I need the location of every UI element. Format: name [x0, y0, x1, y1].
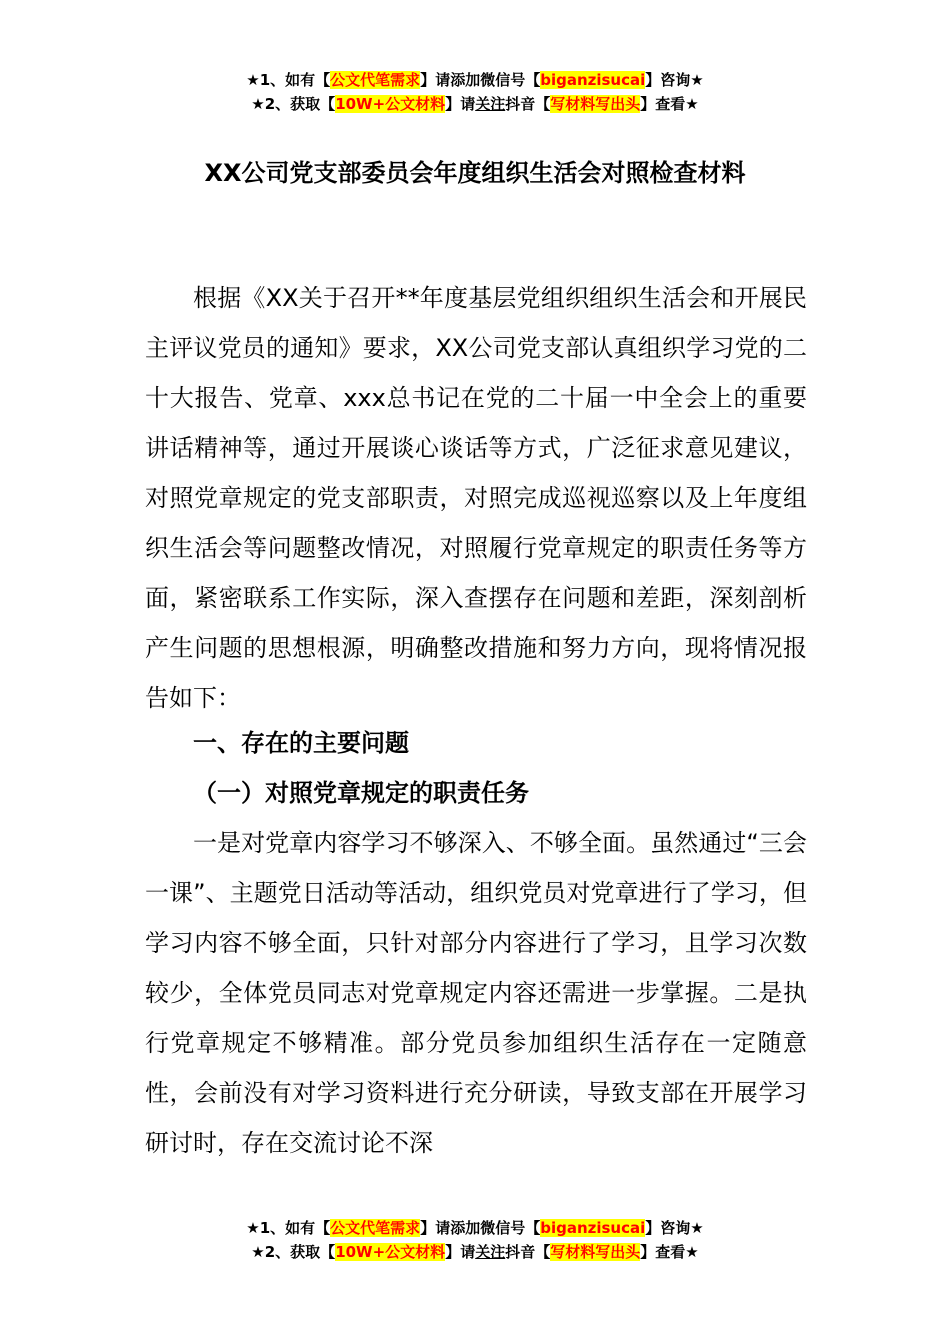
underlined-follow: 关注: [475, 95, 506, 113]
subsection-text: 一是对党章内容学习不够深入、不够全面。虽然通过“三会一课”、主题党日活动等活动，组织党员对党章进行了学习，但学习内容不够全面，只针对部分内容进行了学习，且学习次数较少，全体党员同志对党章规定内容还需进一步掌握。二是执行党章规定不够精准。部分党员参加组织生活存在一定随意性，会前没有对学习资料进行充分研读，导致支部在开展学习研讨时，存在交流讨论不深: [145, 829, 807, 1157]
document-title: XX公司党支部委员会年度组织生活会对照检查材料: [204, 159, 746, 187]
footer-highlight-wechat-id: biganzisucai: [540, 1219, 646, 1237]
intro-text: 根据《XX关于召开**年度基层党组织组织生活会和开展民主评议党员的通知》要求，XX公司党支部认真组织学习党的二十大报告、党章、xxx总书记在党的二十届一中全会上的重要讲话精神等，通过开展谈心谈话等方式，广泛征求意见建议，对照党章规定的党支部职责，对照完成巡视巡察以及上年度组织生活会等问题整改情况，对照履行党章规定的职责任务等方面，紧密联系工作实际，深入查摆存在问题和差距，深刻剖析产生问题的思想根源，明确整改措施和努力方向，现将情况报告如下：: [145, 284, 807, 712]
footer-highlight-douyin-account: 写材料写出头: [550, 1243, 641, 1261]
highlight-materials: 10W+公文材料: [335, 95, 446, 113]
footer-underlined-follow: 关注: [475, 1243, 506, 1261]
footer-highlight-materials: 10W+公文材料: [335, 1243, 446, 1261]
banner-line-1: ★1、如有【公文代笔需求】请添加微信号【biganzisucai】咨询★: [246, 71, 704, 89]
footer-highlight-service: 公文代笔需求: [330, 1219, 421, 1237]
banner-line-2: ★2、获取【10W+公文材料】请关注抖音【写材料写出头】查看★: [251, 95, 699, 113]
footer-promo-banner: [0, 1216, 950, 1264]
highlight-wechat-id: biganzisucai: [540, 71, 646, 89]
footer-banner-line-1: ★1、如有【公文代笔需求】请添加微信号【biganzisucai】咨询★: [246, 1219, 704, 1237]
header-promo-banner: [0, 68, 950, 116]
intro-paragraph: [145, 273, 807, 723]
subsection-paragraph: [145, 818, 807, 1168]
footer-banner-line-2: ★2、获取【10W+公文材料】请关注抖音【写材料写出头】查看★: [251, 1243, 699, 1261]
subsection-heading-1: （一）对照党章规定的职责任务: [193, 779, 529, 807]
highlight-service: 公文代笔需求: [330, 71, 421, 89]
section-heading-1: 一、存在的主要问题: [193, 729, 409, 757]
highlight-douyin-account: 写材料写出头: [550, 95, 641, 113]
